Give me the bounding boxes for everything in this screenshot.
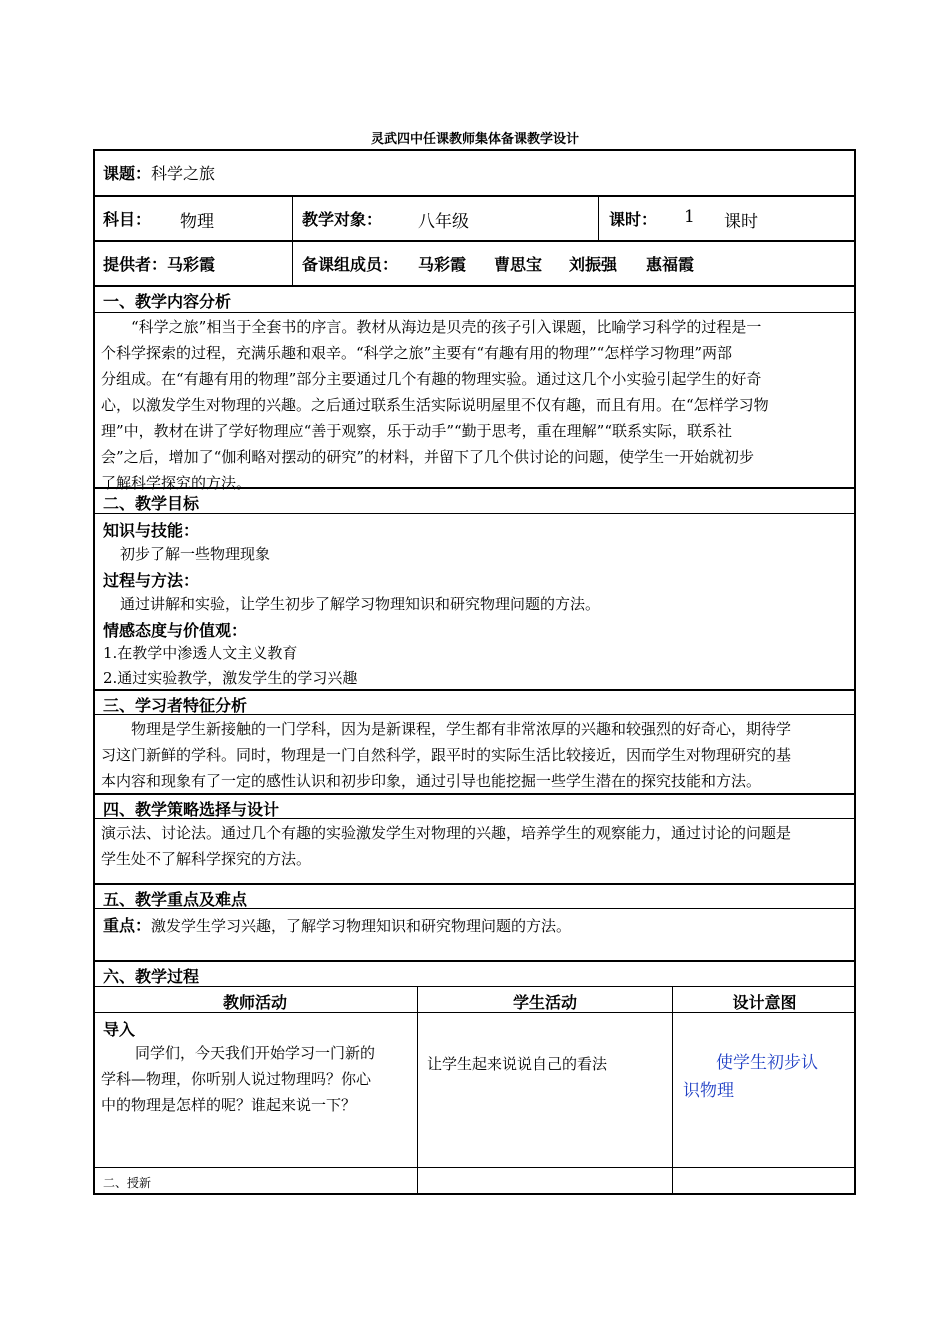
knowledge-label: 知识与技能： — [103, 521, 200, 540]
teacher-activity-title: 二、授新 — [103, 1176, 152, 1190]
period-value: 1 — [684, 207, 695, 227]
row-divider — [93, 312, 856, 313]
period-label: 课时： — [609, 210, 658, 229]
section-heading: 五、教学重点及难点 — [103, 890, 248, 909]
key-point-label: 重点： — [103, 916, 152, 935]
text-line: 中的物理是怎样的呢？谁起来说一下？ — [101, 1096, 357, 1114]
document-title: 灵武四中任课教师集体备课教学设计 — [370, 132, 579, 147]
text-line: 习这门新鲜的学科。同时，物理是一门自然科学，跟平时的实际生活比较接近，因而学生对物理研究的基 — [101, 746, 792, 764]
column-divider — [672, 987, 673, 1195]
provider-field — [103, 252, 215, 275]
member-name: 刘振强 — [569, 255, 618, 274]
learner-analysis-text — [101, 716, 853, 794]
column-header-teacher: 教师活动 — [222, 993, 287, 1012]
key-point — [103, 913, 571, 936]
subject-value: 物理 — [180, 212, 214, 232]
row-divider — [93, 689, 856, 691]
subject-label: 科目： — [103, 210, 152, 229]
content-analysis-text — [101, 314, 853, 496]
text-line: 物理是学生新接触的一门学科，因为是新课程，学生都有非常浓厚的兴趣和较强烈的好奇心，期待学 — [131, 720, 792, 738]
design-intent-text — [683, 1049, 851, 1105]
row-divider — [93, 986, 856, 987]
column-header-student: 学生活动 — [512, 993, 577, 1012]
row-divider — [93, 240, 856, 242]
text-line: 演示法、讨论法。通过几个有趣的实验激发学生对物理的兴趣，培养学生的观察能力，通过讨论的问题是 — [101, 824, 792, 842]
provider-value: 马彩霞 — [167, 255, 216, 274]
text-line: 同学们，今天我们开始学习一门新的 — [135, 1044, 376, 1062]
attitude-item: 2.通过实验教学，激发学生的学习兴趣 — [103, 669, 358, 687]
members-label: 备课组成员： — [302, 255, 399, 274]
text-line: “科学之旅”相当于全套书的序言。教材从海边是贝壳的孩子引入课题，比喻学习科学的过程是一 — [131, 318, 762, 336]
text-line: 会”之后，增加了“伽利略对摆动的研究”的材料，并留下了几个供讨论的问题，使学生一开始就初步 — [101, 448, 755, 466]
student-activity-text: 让学生起来说说自己的看法 — [427, 1055, 608, 1073]
row-divider — [93, 285, 856, 287]
process-label: 过程与方法： — [103, 571, 200, 590]
section-heading: 一、教学内容分析 — [103, 292, 232, 311]
audience-value: 八年级 — [418, 212, 469, 232]
row-divider — [93, 1167, 856, 1168]
strategy-text — [101, 820, 853, 872]
row-divider — [93, 960, 856, 962]
knowledge-text: 初步了解一些物理现象 — [120, 545, 271, 563]
attitude-label: 情感态度与价值观： — [103, 621, 248, 640]
text-line: 心，以激发学生对物理的兴趣。之后通过联系生活实际说明屋里不仅有趣，而且有用。在“怎样学习物 — [101, 396, 769, 414]
teacher-activity-text — [101, 1040, 413, 1118]
audience-label: 教学对象： — [302, 210, 383, 229]
section-heading: 四、教学策略选择与设计 — [103, 800, 280, 819]
member-name: 惠福霞 — [646, 255, 695, 274]
text-line: 理”中，教材在讲了学好物理应“善于观察，乐于动手”“勤于思考，重在理解”“联系实际，联系社 — [101, 422, 733, 440]
key-point-text: 激发学生学习兴趣，了解学习物理知识和研究物理问题的方法。 — [151, 917, 572, 935]
section-heading: 六、教学过程 — [103, 967, 200, 986]
row-divider — [93, 883, 856, 885]
process-text: 通过讲解和实验，让学生初步了解学习物理知识和研究物理问题的方法。 — [120, 595, 601, 613]
column-divider — [417, 987, 418, 1195]
row-divider — [93, 195, 856, 197]
teacher-activity-title: 导入 — [103, 1020, 136, 1039]
section-heading: 二、教学目标 — [103, 494, 200, 513]
provider-label: 提供者： — [103, 255, 168, 274]
text-line: 分组成。在“有趣有用的物理”部分主要通过几个有趣的物理实验。通过这几个小实验引起学生的好奇 — [101, 370, 762, 388]
column-divider — [292, 196, 293, 285]
row-divider — [93, 513, 856, 514]
text-line: 学生处不了解科学探究的方法。 — [101, 850, 312, 868]
period-unit: 课时 — [724, 212, 758, 232]
topic-field — [103, 161, 215, 184]
text-line: 识物理 — [683, 1081, 734, 1101]
text-line: 学科—物理，你听别人说过物理吗？你心 — [101, 1070, 372, 1088]
column-divider — [598, 196, 599, 240]
column-header-intent: 设计意图 — [732, 993, 797, 1012]
text-line: 使学生初步认 — [716, 1053, 818, 1073]
topic-label: 课题： — [103, 164, 152, 183]
text-line: 个科学探索的过程，充满乐趣和艰辛。“科学之旅”主要有“有趣有用的物理”“怎样学习物理”两部 — [101, 344, 733, 362]
section-heading: 三、学习者特征分析 — [103, 696, 248, 715]
text-line: 本内容和现象有了一定的感性认识和初步印象，通过引导也能挖掘一些学生潜在的探究技能和方法。 — [101, 772, 762, 790]
attitude-item: 1.在教学中渗透人文主义教育 — [103, 644, 298, 662]
member-name: 曹思宝 — [494, 255, 543, 274]
text-line: 了解科学探究的方法。 — [101, 474, 252, 492]
member-name: 马彩霞 — [418, 255, 467, 274]
topic-value: 科学之旅 — [151, 164, 216, 183]
